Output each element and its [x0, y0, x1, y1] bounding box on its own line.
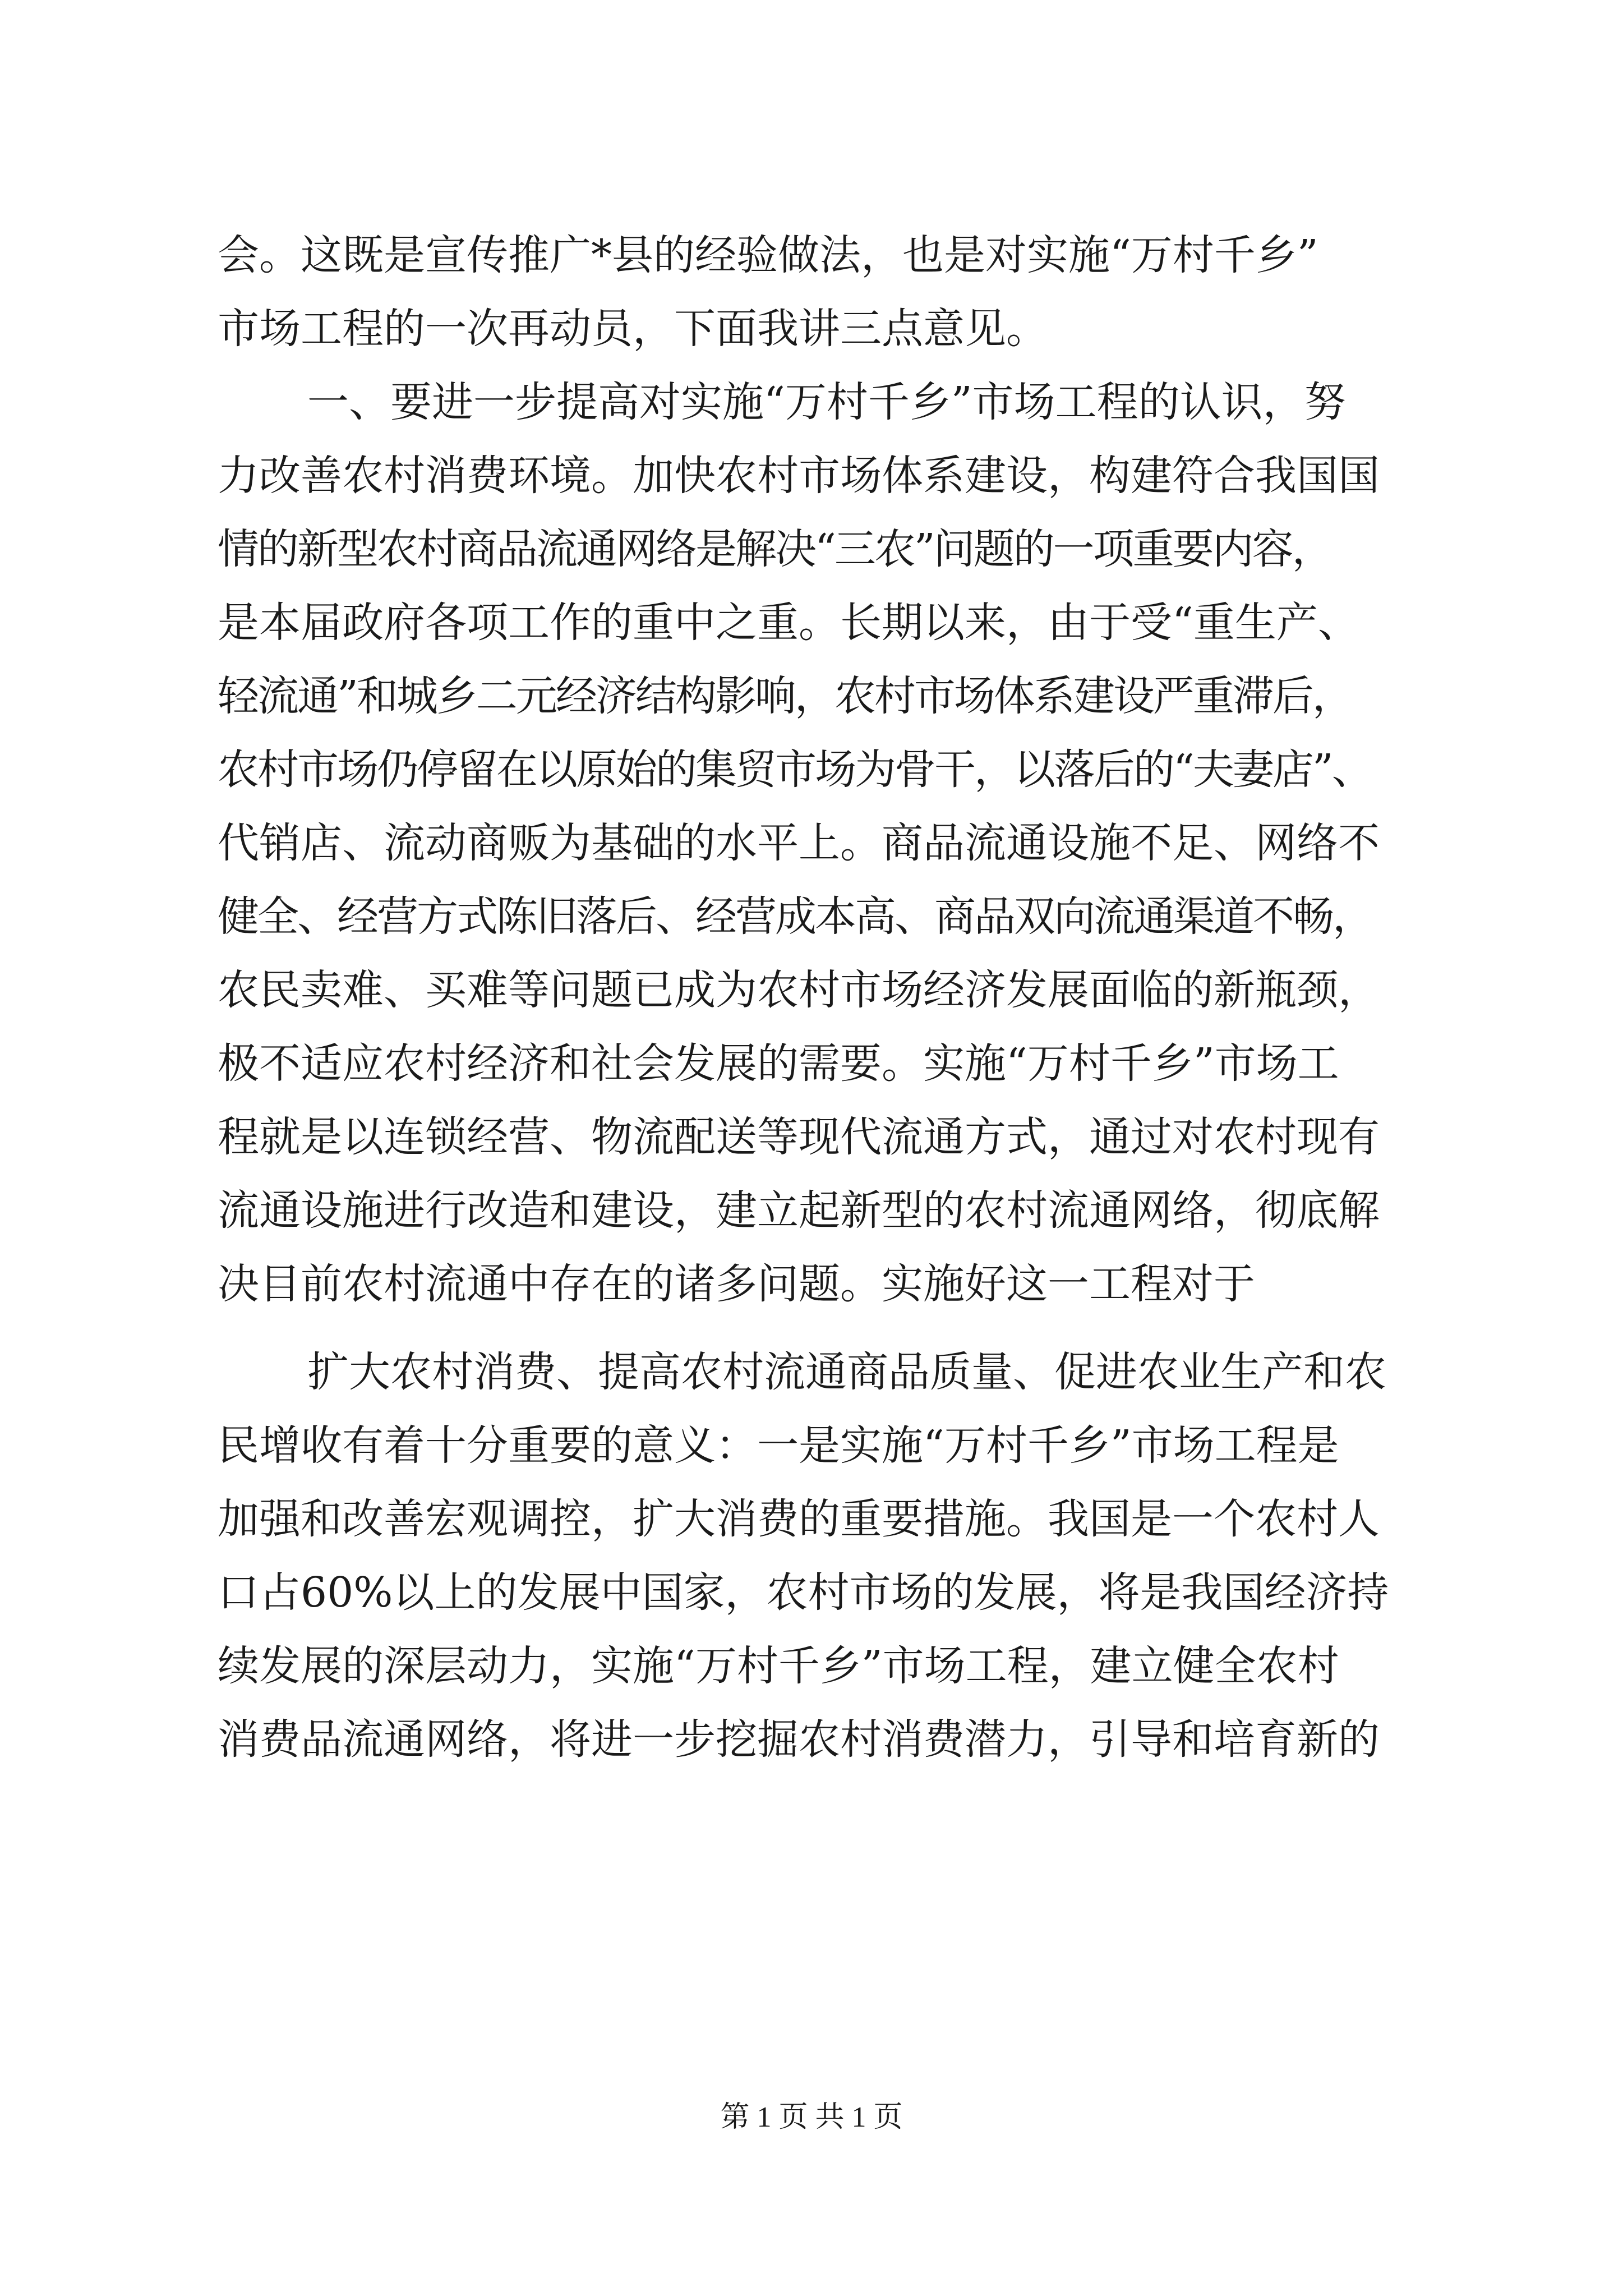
text-line: 市场工程的一次再动员，下面我讲三点意见。 — [218, 305, 1048, 353]
text-line: 极不适应农村经济和社会发展的需要。实施“万村千乡”市场工 — [218, 1039, 1339, 1088]
paragraph-start-line: 一、要进一步提高对实施“万村千乡”市场工程的认识，努 — [307, 378, 1346, 426]
text-line: 口占60%以上的发展中国家，农村市场的发展，将是我国经济持 — [218, 1568, 1389, 1617]
text-line: 决目前农村流通中存在的诸多问题。实施好这一工程对于 — [218, 1260, 1255, 1308]
text-line: 会。这既是宣传推广*县的经验做法，也是对实施“万村千乡” — [218, 231, 1318, 279]
text-line: 农民卖难、买难等问题已成为农村市场经济发展面临的新瓶颈， — [218, 966, 1380, 1014]
page-number-footer: 第 1 页 共 1 页 — [720, 2101, 903, 2133]
text-line: 情的新型农村商品流通网络是解决“三农”问题的一项重要内容， — [218, 525, 1332, 573]
text-line: 民增收有着十分重要的意义：一是实施“万村千乡”市场工程是 — [218, 1421, 1339, 1470]
text-line: 代销店、流动商贩为基础的水平上。商品流通设施不足、网络不 — [218, 819, 1380, 867]
paragraph-gap — [218, 1321, 1422, 1336]
paragraph-start-line: 扩大农村消费、提高农村流通商品质量、促进农业生产和农 — [307, 1348, 1386, 1396]
text-line: 是本届政府各项工作的重中之重。长期以来，由于受“重生产、 — [218, 599, 1359, 647]
document-body — [218, 219, 1422, 1777]
text-line: 流通设施进行改造和建设，建立起新型的农村流通网络，彻底解 — [218, 1186, 1380, 1235]
text-line: 程就是以连锁经营、物流配送等现代流通方式，通过对农村现有 — [218, 1113, 1380, 1161]
text-line: 续发展的深层动力，实施“万村千乡”市场工程，建立健全农村 — [218, 1642, 1339, 1690]
text-line: 加强和改善宏观调控，扩大消费的重要措施。我国是一个农村人 — [218, 1495, 1380, 1543]
text-line: 力改善农村消费环境。加快农村市场体系建设，构建符合我国国 — [218, 452, 1380, 500]
text-line: 农村市场仍停留在以原始的集贸市场为骨干，以落后的“夫妻店”、 — [218, 746, 1372, 794]
text-line: 消费品流通网络，将进一步挖掘农村消费潜力，引导和培育新的 — [218, 1715, 1380, 1764]
text-line: 轻流通”和城乡二元经济结构影响，农村市场体系建设严重滞后， — [218, 672, 1352, 720]
text-line: 健全、经营方式陈旧落后、经营成本高、商品双向流通渠道不畅， — [218, 892, 1372, 941]
